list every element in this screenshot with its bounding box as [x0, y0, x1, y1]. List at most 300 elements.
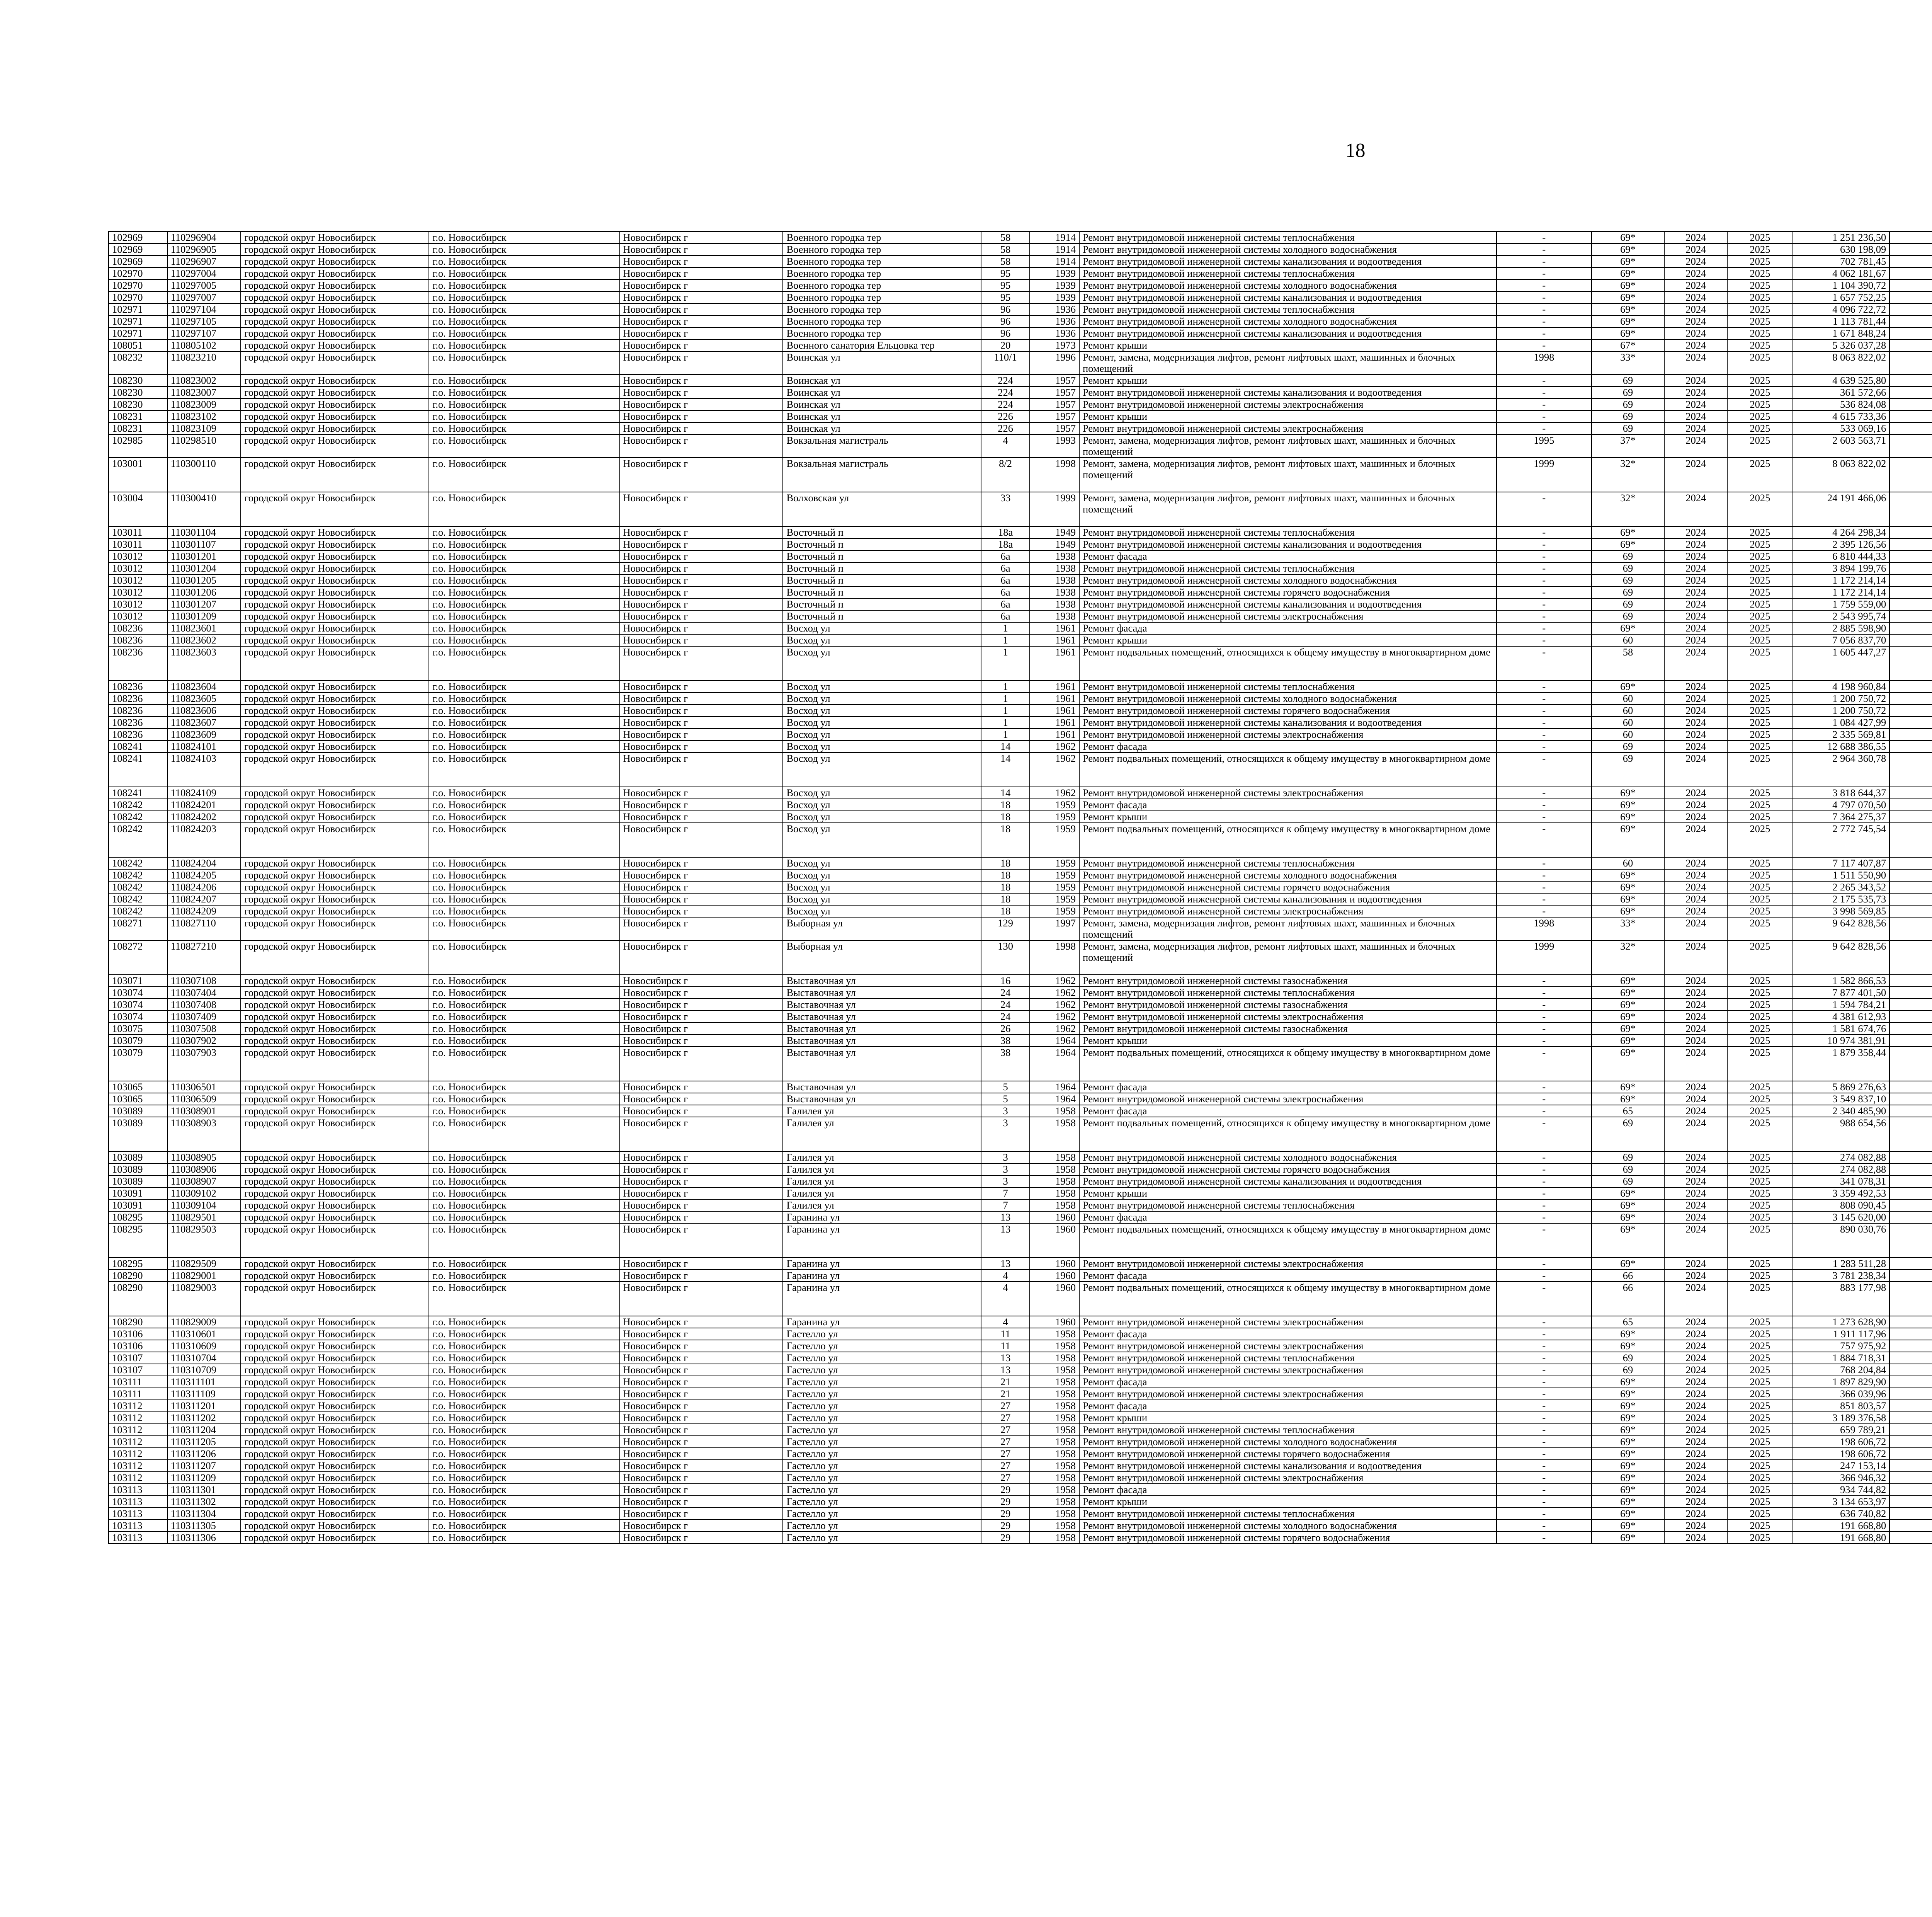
cell-municipal-district: городской округ Новосибирск — [241, 398, 429, 410]
cell-year-end: 2025 — [1727, 693, 1793, 705]
cell-work-type: Ремонт внутридомовой инженерной системы горячего водоснабжения — [1079, 1163, 1497, 1175]
cell-settlement: г.о. Новосибирск — [429, 1328, 619, 1340]
cell-year-start: 2024 — [1664, 1520, 1727, 1532]
cell-municipal-district: городской округ Новосибирск — [241, 279, 429, 291]
cell-settlement: г.о. Новосибирск — [429, 398, 619, 410]
cell-build-year: 1959 — [1030, 823, 1079, 857]
cell-locality: Новосибирск г — [620, 1023, 783, 1035]
cell-work-type: Ремонт внутридомовой инженерной системы теплоснабжения — [1079, 562, 1497, 574]
cell-municipal-district: городской округ Новосибирск — [241, 1035, 429, 1047]
cell-municipal-district: городской округ Новосибирск — [241, 1105, 429, 1117]
cell-fund-cost — [1889, 1376, 1932, 1388]
cell-municipal-district: городской округ Новосибирск — [241, 243, 429, 255]
cell-build-year: 1958 — [1030, 1412, 1079, 1424]
cell-total-cost: 659 789,21 — [1793, 1424, 1890, 1436]
cell-total-cost: 3 781 238,34 — [1793, 1270, 1890, 1282]
cell-settlement: г.о. Новосибирск — [429, 375, 619, 386]
cell-build-year: 1958 — [1030, 1400, 1079, 1412]
cell-house-number: 26 — [981, 1023, 1030, 1035]
cell-last-repair-year: - — [1497, 693, 1592, 705]
cell-year-start: 2024 — [1664, 987, 1727, 999]
cell-municipal-district: городской округ Новосибирск — [241, 1364, 429, 1376]
cell-house-id: 108241 — [109, 787, 167, 799]
cell-build-year: 1960 — [1030, 1316, 1079, 1328]
cell-year-end: 2025 — [1727, 975, 1793, 987]
cell-house-number: 14 — [981, 752, 1030, 787]
cell-year-end: 2025 — [1727, 1047, 1793, 1081]
cell-total-cost: 2 175 535,73 — [1793, 893, 1890, 905]
cell-work-id: 110311301 — [167, 1484, 241, 1496]
cell-settlement: г.о. Новосибирск — [429, 987, 619, 999]
table-row — [109, 1199, 1932, 1211]
cell-fund-cost — [1889, 999, 1932, 1011]
cell-build-year: 1938 — [1030, 550, 1079, 562]
cell-total-cost: 10 974 381,91 — [1793, 1035, 1890, 1047]
cell-house-number: 58 — [981, 232, 1030, 243]
cell-year-end: 2025 — [1727, 1496, 1793, 1508]
cell-locality: Новосибирск г — [620, 634, 783, 646]
cell-locality: Новосибирск г — [620, 1472, 783, 1484]
cell-street: Вокзальная магистраль — [783, 458, 981, 492]
cell-total-cost: 4 062 181,67 — [1793, 267, 1890, 279]
cell-house-number: 4 — [981, 1282, 1030, 1316]
cell-locality: Новосибирск г — [620, 232, 783, 243]
cell-locality: Новосибирск г — [620, 538, 783, 550]
cell-wear-percent: 69 — [1592, 562, 1665, 574]
cell-locality: Новосибирск г — [620, 526, 783, 538]
cell-settlement: г.о. Новосибирск — [429, 1364, 619, 1376]
cell-municipal-district: городской округ Новосибирск — [241, 1223, 429, 1258]
table-row — [109, 1105, 1932, 1117]
cell-municipal-district: городской округ Новосибирск — [241, 339, 429, 351]
cell-house-number: 3 — [981, 1105, 1030, 1117]
table-row — [109, 917, 1932, 940]
cell-house-id: 108236 — [109, 646, 167, 681]
cell-year-start: 2024 — [1664, 905, 1727, 917]
cell-wear-percent: 69* — [1592, 315, 1665, 327]
cell-locality: Новосибирск г — [620, 1352, 783, 1364]
cell-work-type: Ремонт внутридомовой инженерной системы теплоснабжения — [1079, 1352, 1497, 1364]
cell-settlement: г.о. Новосибирск — [429, 1223, 619, 1258]
cell-house-id: 108242 — [109, 869, 167, 881]
cell-year-end: 2025 — [1727, 586, 1793, 598]
cell-year-end: 2025 — [1727, 857, 1793, 869]
cell-work-id: 110310709 — [167, 1364, 241, 1376]
cell-locality: Новосибирск г — [620, 1211, 783, 1223]
cell-year-start: 2024 — [1664, 598, 1727, 610]
cell-fund-cost — [1889, 398, 1932, 410]
cell-year-start: 2024 — [1664, 1352, 1727, 1364]
table-row — [109, 1223, 1932, 1258]
cell-work-type: Ремонт внутридомовой инженерной системы канализования и водоотведения — [1079, 538, 1497, 550]
cell-street: Гастелло ул — [783, 1364, 981, 1376]
cell-street: Восход ул — [783, 705, 981, 717]
cell-municipal-district: городской округ Новосибирск — [241, 1460, 429, 1472]
cell-last-repair-year: 1998 — [1497, 917, 1592, 940]
cell-wear-percent: 69* — [1592, 1412, 1665, 1424]
cell-build-year: 1958 — [1030, 1376, 1079, 1388]
table-row — [109, 586, 1932, 598]
cell-locality: Новосибирск г — [620, 375, 783, 386]
cell-locality: Новосибирск г — [620, 987, 783, 999]
cell-fund-cost — [1889, 1316, 1932, 1328]
cell-municipal-district: городской округ Новосибирск — [241, 1199, 429, 1211]
cell-year-start: 2024 — [1664, 1340, 1727, 1352]
cell-last-repair-year: - — [1497, 610, 1592, 622]
cell-house-id: 103112 — [109, 1472, 167, 1484]
cell-fund-cost — [1889, 1011, 1932, 1023]
cell-house-number: 224 — [981, 386, 1030, 398]
cell-street: Гастелло ул — [783, 1352, 981, 1364]
cell-locality: Новосибирск г — [620, 1412, 783, 1424]
cell-total-cost: 2 964 360,78 — [1793, 752, 1890, 787]
cell-total-cost: 274 082,88 — [1793, 1151, 1890, 1163]
cell-house-id: 102971 — [109, 327, 167, 339]
cell-house-id: 108295 — [109, 1258, 167, 1270]
cell-wear-percent: 69* — [1592, 1093, 1665, 1105]
cell-fund-cost — [1889, 386, 1932, 398]
cell-municipal-district: городской округ Новосибирск — [241, 1340, 429, 1352]
cell-last-repair-year: - — [1497, 1081, 1592, 1093]
cell-house-id: 103112 — [109, 1436, 167, 1448]
cell-work-type: Ремонт крыши — [1079, 410, 1497, 422]
cell-street: Вокзальная магистраль — [783, 434, 981, 458]
cell-house-number: 27 — [981, 1448, 1030, 1460]
cell-street: Восход ул — [783, 741, 981, 752]
cell-house-id: 103112 — [109, 1412, 167, 1424]
cell-wear-percent: 69 — [1592, 410, 1665, 422]
cell-municipal-district: городской округ Новосибирск — [241, 869, 429, 881]
cell-total-cost: 12 688 386,55 — [1793, 741, 1890, 752]
cell-street: Восход ул — [783, 717, 981, 729]
cell-settlement: г.о. Новосибирск — [429, 1105, 619, 1117]
cell-house-id: 108242 — [109, 881, 167, 893]
cell-locality: Новосибирск г — [620, 1199, 783, 1211]
cell-year-start: 2024 — [1664, 279, 1727, 291]
cell-wear-percent: 69 — [1592, 610, 1665, 622]
cell-street: Галилея ул — [783, 1199, 981, 1211]
cell-settlement: г.о. Новосибирск — [429, 291, 619, 303]
cell-settlement: г.о. Новосибирск — [429, 243, 619, 255]
cell-municipal-district: городской округ Новосибирск — [241, 1496, 429, 1508]
cell-house-number: 110/1 — [981, 351, 1030, 375]
cell-year-start: 2024 — [1664, 917, 1727, 940]
table-row — [109, 1472, 1932, 1484]
cell-year-end: 2025 — [1727, 255, 1793, 267]
cell-last-repair-year: - — [1497, 741, 1592, 752]
cell-year-start: 2024 — [1664, 1436, 1727, 1448]
cell-year-start: 2024 — [1664, 1011, 1727, 1023]
table-row — [109, 458, 1932, 492]
cell-house-id: 103089 — [109, 1175, 167, 1187]
cell-house-number: 226 — [981, 410, 1030, 422]
table-row — [109, 327, 1932, 339]
cell-municipal-district: городской округ Новосибирск — [241, 1532, 429, 1544]
cell-year-start: 2024 — [1664, 1211, 1727, 1223]
cell-street: Гастелло ул — [783, 1472, 981, 1484]
cell-last-repair-year: - — [1497, 1376, 1592, 1388]
cell-wear-percent: 69* — [1592, 1448, 1665, 1460]
repair-program-table — [108, 231, 1932, 1544]
cell-work-id: 110301205 — [167, 574, 241, 586]
cell-work-type: Ремонт крыши — [1079, 375, 1497, 386]
cell-wear-percent: 69* — [1592, 303, 1665, 315]
cell-fund-cost — [1889, 799, 1932, 811]
cell-year-start: 2024 — [1664, 881, 1727, 893]
cell-year-end: 2025 — [1727, 1352, 1793, 1364]
cell-wear-percent: 69* — [1592, 893, 1665, 905]
cell-street: Гастелло ул — [783, 1400, 981, 1412]
cell-work-type: Ремонт фасада — [1079, 1400, 1497, 1412]
table-row — [109, 1151, 1932, 1163]
cell-municipal-district: городской округ Новосибирск — [241, 458, 429, 492]
table-row — [109, 1400, 1932, 1412]
cell-build-year: 1938 — [1030, 562, 1079, 574]
table-row — [109, 538, 1932, 550]
cell-work-id: 110301209 — [167, 610, 241, 622]
cell-total-cost: 1 594 784,21 — [1793, 999, 1890, 1011]
cell-fund-cost — [1889, 303, 1932, 315]
cell-wear-percent: 69* — [1592, 1011, 1665, 1023]
cell-year-start: 2024 — [1664, 1460, 1727, 1472]
cell-wear-percent: 69* — [1592, 1340, 1665, 1352]
cell-total-cost: 2 885 598,90 — [1793, 622, 1890, 634]
cell-house-id: 103107 — [109, 1364, 167, 1376]
cell-house-id: 108242 — [109, 857, 167, 869]
cell-house-number: 13 — [981, 1258, 1030, 1270]
cell-locality: Новосибирск г — [620, 729, 783, 741]
cell-year-start: 2024 — [1664, 999, 1727, 1011]
cell-build-year: 1959 — [1030, 811, 1079, 823]
cell-last-repair-year: - — [1497, 232, 1592, 243]
cell-year-end: 2025 — [1727, 1035, 1793, 1047]
cell-work-type: Ремонт, замена, модернизация лифтов, ремонт лифтовых шахт, машинных и блочных помещений — [1079, 434, 1497, 458]
cell-settlement: г.о. Новосибирск — [429, 811, 619, 823]
cell-last-repair-year: - — [1497, 869, 1592, 881]
cell-house-id: 103113 — [109, 1508, 167, 1520]
table-row — [109, 1258, 1932, 1270]
cell-work-id: 110307408 — [167, 999, 241, 1011]
cell-work-id: 110301204 — [167, 562, 241, 574]
cell-year-start: 2024 — [1664, 1199, 1727, 1211]
cell-total-cost: 274 082,88 — [1793, 1163, 1890, 1175]
cell-build-year: 1962 — [1030, 752, 1079, 787]
cell-settlement: г.о. Новосибирск — [429, 315, 619, 327]
cell-year-end: 2025 — [1727, 1400, 1793, 1412]
cell-wear-percent: 69* — [1592, 1023, 1665, 1035]
cell-year-end: 2025 — [1727, 999, 1793, 1011]
cell-work-id: 110301206 — [167, 586, 241, 598]
cell-year-start: 2024 — [1664, 1400, 1727, 1412]
cell-wear-percent: 69* — [1592, 811, 1665, 823]
cell-locality: Новосибирск г — [620, 893, 783, 905]
cell-locality: Новосибирск г — [620, 1496, 783, 1508]
cell-year-start: 2024 — [1664, 893, 1727, 905]
cell-settlement: г.о. Новосибирск — [429, 787, 619, 799]
cell-build-year: 1962 — [1030, 999, 1079, 1011]
cell-work-id: 110301201 — [167, 550, 241, 562]
cell-fund-cost — [1889, 705, 1932, 717]
cell-work-id: 110823210 — [167, 351, 241, 375]
cell-year-end: 2025 — [1727, 315, 1793, 327]
cell-build-year: 1959 — [1030, 857, 1079, 869]
cell-work-id: 110311205 — [167, 1436, 241, 1448]
cell-house-id: 108232 — [109, 351, 167, 375]
cell-build-year: 1958 — [1030, 1496, 1079, 1508]
cell-locality: Новосибирск г — [620, 562, 783, 574]
cell-street: Гастелло ул — [783, 1448, 981, 1460]
table-row — [109, 1023, 1932, 1035]
cell-wear-percent: 69* — [1592, 1187, 1665, 1199]
cell-year-start: 2024 — [1664, 1424, 1727, 1436]
table-row — [109, 729, 1932, 741]
cell-municipal-district: городской округ Новосибирск — [241, 1023, 429, 1035]
cell-work-type: Ремонт внутридомовой инженерной системы холодного водоснабжения — [1079, 243, 1497, 255]
cell-street: Галилея ул — [783, 1187, 981, 1199]
cell-house-number: 13 — [981, 1211, 1030, 1223]
cell-last-repair-year: - — [1497, 1093, 1592, 1105]
cell-settlement: г.о. Новосибирск — [429, 1047, 619, 1081]
cell-build-year: 1958 — [1030, 1484, 1079, 1496]
cell-work-type: Ремонт, замена, модернизация лифтов, ремонт лифтовых шахт, машинных и блочных помещений — [1079, 940, 1497, 975]
cell-year-start: 2024 — [1664, 646, 1727, 681]
cell-year-start: 2024 — [1664, 1117, 1727, 1151]
cell-last-repair-year: - — [1497, 634, 1592, 646]
cell-total-cost: 4 615 733,36 — [1793, 410, 1890, 422]
cell-fund-cost — [1889, 1187, 1932, 1199]
table-row — [109, 811, 1932, 823]
cell-house-id: 108236 — [109, 729, 167, 741]
cell-year-end: 2025 — [1727, 410, 1793, 422]
cell-build-year: 1964 — [1030, 1047, 1079, 1081]
cell-locality: Новосибирск г — [620, 881, 783, 893]
cell-wear-percent: 69* — [1592, 987, 1665, 999]
cell-work-id: 110297107 — [167, 327, 241, 339]
cell-house-number: 1 — [981, 622, 1030, 634]
cell-house-number: 16 — [981, 975, 1030, 987]
cell-wear-percent: 65 — [1592, 1105, 1665, 1117]
cell-house-number: 6а — [981, 550, 1030, 562]
cell-house-number: 95 — [981, 267, 1030, 279]
cell-fund-cost — [1889, 987, 1932, 999]
table-row — [109, 351, 1932, 375]
cell-street: Восточный п — [783, 598, 981, 610]
cell-house-number: 96 — [981, 327, 1030, 339]
cell-house-number: 8/2 — [981, 458, 1030, 492]
cell-locality: Новосибирск г — [620, 717, 783, 729]
cell-year-end: 2025 — [1727, 646, 1793, 681]
cell-year-start: 2024 — [1664, 1258, 1727, 1270]
cell-wear-percent: 69 — [1592, 550, 1665, 562]
cell-build-year: 1958 — [1030, 1520, 1079, 1532]
cell-work-id: 110307108 — [167, 975, 241, 987]
cell-last-repair-year: - — [1497, 905, 1592, 917]
cell-work-id: 110823604 — [167, 681, 241, 693]
cell-house-number: 58 — [981, 243, 1030, 255]
cell-total-cost: 7 056 837,70 — [1793, 634, 1890, 646]
cell-year-start: 2024 — [1664, 492, 1727, 526]
cell-locality: Новосибирск г — [620, 410, 783, 422]
cell-work-id: 110827210 — [167, 940, 241, 975]
table-row — [109, 526, 1932, 538]
cell-house-id: 108230 — [109, 398, 167, 410]
cell-work-id: 110310609 — [167, 1340, 241, 1352]
cell-work-id: 110310601 — [167, 1328, 241, 1340]
cell-settlement: г.о. Новосибирск — [429, 1282, 619, 1316]
cell-wear-percent: 69* — [1592, 267, 1665, 279]
cell-last-repair-year: - — [1497, 1364, 1592, 1376]
cell-locality: Новосибирск г — [620, 823, 783, 857]
cell-fund-cost — [1889, 646, 1932, 681]
cell-street: Воинская ул — [783, 398, 981, 410]
cell-house-number: 33 — [981, 492, 1030, 526]
cell-settlement: г.о. Новосибирск — [429, 940, 619, 975]
cell-work-id: 110823102 — [167, 410, 241, 422]
cell-house-id: 103012 — [109, 598, 167, 610]
cell-house-id: 103112 — [109, 1424, 167, 1436]
table-row — [109, 1520, 1932, 1532]
cell-build-year: 1973 — [1030, 339, 1079, 351]
cell-house-id: 102971 — [109, 315, 167, 327]
cell-house-id: 103106 — [109, 1340, 167, 1352]
cell-house-number: 224 — [981, 398, 1030, 410]
cell-last-repair-year: - — [1497, 857, 1592, 869]
cell-street: Военного городка тер — [783, 255, 981, 267]
cell-house-number: 18 — [981, 799, 1030, 811]
cell-wear-percent: 69 — [1592, 598, 1665, 610]
cell-wear-percent: 69 — [1592, 386, 1665, 398]
cell-municipal-district: городской округ Новосибирск — [241, 634, 429, 646]
cell-fund-cost — [1889, 823, 1932, 857]
cell-build-year: 1958 — [1030, 1352, 1079, 1364]
cell-year-start: 2024 — [1664, 869, 1727, 881]
cell-settlement: г.о. Новосибирск — [429, 1187, 619, 1199]
cell-work-id: 110823007 — [167, 386, 241, 398]
cell-work-type: Ремонт внутридомовой инженерной системы электроснабжения — [1079, 1011, 1497, 1023]
table-row — [109, 646, 1932, 681]
cell-total-cost: 934 744,82 — [1793, 1484, 1890, 1496]
cell-street: Гастелло ул — [783, 1388, 981, 1400]
cell-municipal-district: городской округ Новосибирск — [241, 705, 429, 717]
cell-wear-percent: 69* — [1592, 1424, 1665, 1436]
cell-street: Восточный п — [783, 538, 981, 550]
cell-fund-cost — [1889, 1151, 1932, 1163]
cell-locality: Новосибирск г — [620, 1163, 783, 1175]
cell-year-end: 2025 — [1727, 1364, 1793, 1376]
cell-municipal-district: городской округ Новосибирск — [241, 434, 429, 458]
cell-settlement: г.о. Новосибирск — [429, 327, 619, 339]
cell-house-number: 13 — [981, 1223, 1030, 1258]
cell-last-repair-year: - — [1497, 586, 1592, 598]
cell-fund-cost — [1889, 526, 1932, 538]
cell-locality: Новосибирск г — [620, 267, 783, 279]
cell-build-year: 1914 — [1030, 243, 1079, 255]
cell-locality: Новосибирск г — [620, 1035, 783, 1047]
cell-last-repair-year: - — [1497, 243, 1592, 255]
cell-street: Гастелло ул — [783, 1484, 981, 1496]
cell-year-end: 2025 — [1727, 622, 1793, 634]
cell-work-id: 110308907 — [167, 1175, 241, 1187]
table-row — [109, 1117, 1932, 1151]
cell-municipal-district: городской округ Новосибирск — [241, 526, 429, 538]
cell-work-type: Ремонт фасада — [1079, 799, 1497, 811]
cell-street: Выставочная ул — [783, 1035, 981, 1047]
cell-total-cost: 8 063 822,02 — [1793, 458, 1890, 492]
cell-street: Восточный п — [783, 550, 981, 562]
cell-work-type: Ремонт внутридомовой инженерной системы электроснабжения — [1079, 1316, 1497, 1328]
cell-house-id: 103074 — [109, 999, 167, 1011]
cell-year-start: 2024 — [1664, 1187, 1727, 1199]
